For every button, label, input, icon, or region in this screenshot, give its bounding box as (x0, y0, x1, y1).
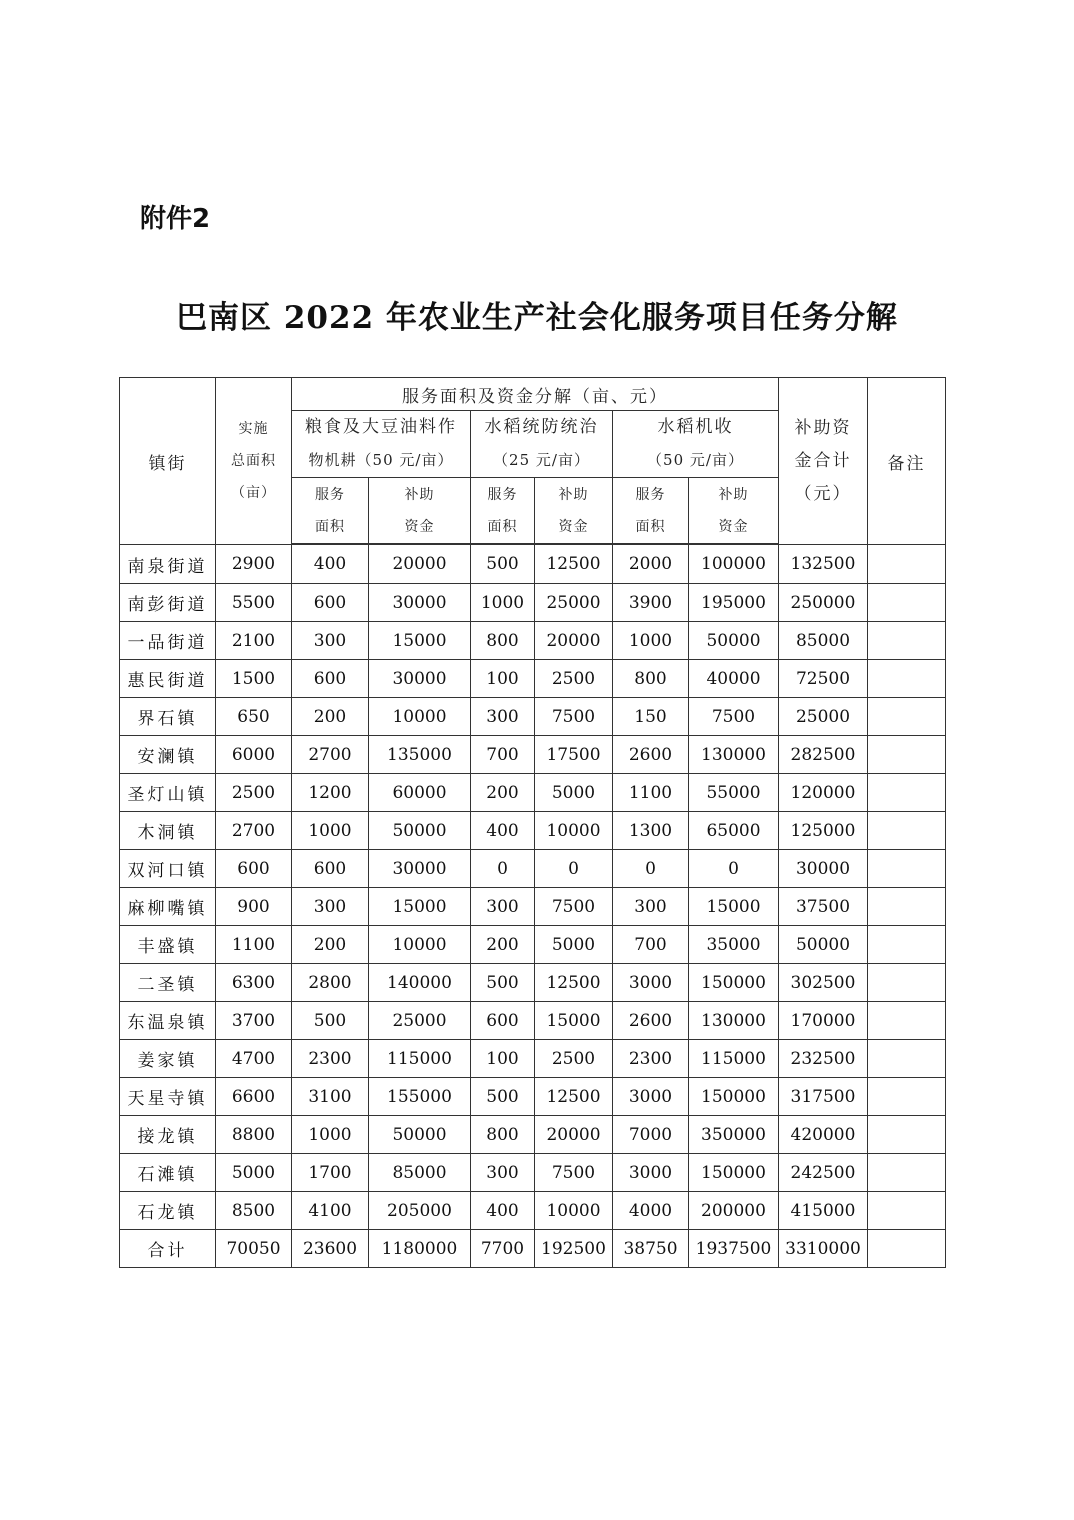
remarks-cell (868, 850, 946, 888)
pest-fund-cell: 2500 (535, 660, 613, 698)
harvest-fund-cell: 65000 (689, 812, 779, 850)
harvest-fund-cell: 115000 (689, 1040, 779, 1078)
harvest-fund-cell: 0 (689, 850, 779, 888)
town-cell: 木洞镇 (120, 812, 216, 850)
subsidy-total-cell: 170000 (779, 1002, 868, 1040)
harvest-area-cell: 800 (613, 660, 689, 698)
header-rice-pest-line: 水稻统防统治 (484, 417, 599, 437)
header-town: 镇街 (120, 378, 216, 545)
total-area-cell: 650 (216, 698, 292, 736)
harvest-area-cell: 3000 (613, 1078, 689, 1116)
grain-fund-cell: 30000 (369, 850, 471, 888)
total-area-cell: 6600 (216, 1078, 292, 1116)
town-cell: 麻柳嘴镇 (120, 888, 216, 926)
table-row (120, 660, 946, 698)
table-row (120, 1192, 946, 1230)
pest-area-cell: 0 (471, 850, 535, 888)
pest-fund-cell: 192500 (535, 1230, 613, 1268)
pest-fund-cell: 7500 (535, 698, 613, 736)
header-rice-harvest-line: 水稻机收 (657, 417, 734, 437)
subsidy-total-cell: 415000 (779, 1192, 868, 1230)
remarks-cell (868, 926, 946, 964)
grain-fund-cell: 205000 (369, 1192, 471, 1230)
pest-area-cell: 100 (471, 660, 535, 698)
total-area-cell: 70050 (216, 1230, 292, 1268)
table-row (120, 545, 946, 584)
remarks-cell (868, 736, 946, 774)
pest-area-cell: 300 (471, 698, 535, 736)
pest-area-cell: 1000 (471, 584, 535, 622)
town-cell: 南彭街道 (120, 584, 216, 622)
subsidy-total-cell: 282500 (779, 736, 868, 774)
remarks-cell (868, 812, 946, 850)
pest-area-cell: 300 (471, 888, 535, 926)
town-cell: 界石镇 (120, 698, 216, 736)
harvest-fund-cell: 40000 (689, 660, 779, 698)
harvest-area-cell: 150 (613, 698, 689, 736)
header-subsidy (369, 478, 471, 544)
town-cell: 圣灯山镇 (120, 774, 216, 812)
subsidy-total-cell: 232500 (779, 1040, 868, 1078)
header-subsidy-line: 补助 (558, 486, 589, 503)
town-cell: 丰盛镇 (120, 926, 216, 964)
pest-fund-cell: 10000 (535, 1192, 613, 1230)
table-row (120, 1078, 946, 1116)
header-subsidy-total-line: 补助资 (794, 417, 852, 438)
pest-fund-cell: 2500 (535, 1040, 613, 1078)
subsidy-total-cell: 30000 (779, 850, 868, 888)
header-subsidy-total-line: 金合计 (794, 450, 852, 471)
harvest-area-cell: 700 (613, 926, 689, 964)
town-cell: 南泉街道 (120, 545, 216, 584)
grain-area-cell: 300 (292, 622, 369, 660)
header-service-area (613, 478, 689, 544)
table-row (120, 1002, 946, 1040)
subsidy-total-cell: 302500 (779, 964, 868, 1002)
harvest-fund-cell: 195000 (689, 584, 779, 622)
remarks-cell (868, 1040, 946, 1078)
header-grain-line: 粮食及大豆油料作 (305, 417, 457, 437)
harvest-area-cell: 2000 (613, 545, 689, 584)
remarks-cell (868, 622, 946, 660)
header-total-area-line: 总面积 (231, 453, 276, 469)
grain-fund-cell: 25000 (369, 1002, 471, 1040)
subsidy-total-cell: 317500 (779, 1078, 868, 1116)
total-area-cell: 8500 (216, 1192, 292, 1230)
harvest-fund-cell: 55000 (689, 774, 779, 812)
remarks-cell (868, 774, 946, 812)
grain-area-cell: 1000 (292, 1116, 369, 1154)
attachment-label: 附件2 (140, 204, 211, 234)
remarks-cell (868, 660, 946, 698)
subsidy-total-cell: 420000 (779, 1116, 868, 1154)
header-service-area (471, 478, 535, 544)
grain-area-cell: 400 (292, 545, 369, 584)
pest-fund-cell: 5000 (535, 774, 613, 812)
grain-area-cell: 4100 (292, 1192, 369, 1230)
subsidy-total-cell: 25000 (779, 698, 868, 736)
town-cell: 东温泉镇 (120, 1002, 216, 1040)
harvest-area-cell: 38750 (613, 1230, 689, 1268)
subsidy-total-cell: 242500 (779, 1154, 868, 1192)
harvest-fund-cell: 100000 (689, 545, 779, 584)
total-area-cell: 4700 (216, 1040, 292, 1078)
table-row (120, 812, 946, 850)
grain-fund-cell: 1180000 (369, 1230, 471, 1268)
grain-fund-cell: 115000 (369, 1040, 471, 1078)
harvest-fund-cell: 1937500 (689, 1230, 779, 1268)
table-row (120, 774, 946, 812)
pest-fund-cell: 5000 (535, 926, 613, 964)
table-body (120, 545, 946, 1268)
pest-fund-cell: 20000 (535, 1116, 613, 1154)
header-subsidy-total-line: （元） (794, 483, 852, 504)
total-area-cell: 6000 (216, 736, 292, 774)
harvest-area-cell: 7000 (613, 1116, 689, 1154)
pest-fund-cell: 7500 (535, 1154, 613, 1192)
town-cell: 石龙镇 (120, 1192, 216, 1230)
pest-area-cell: 500 (471, 964, 535, 1002)
pest-area-cell: 300 (471, 1154, 535, 1192)
total-area-cell: 3700 (216, 1002, 292, 1040)
grain-area-cell: 3100 (292, 1078, 369, 1116)
harvest-area-cell: 0 (613, 850, 689, 888)
pest-area-cell: 600 (471, 1002, 535, 1040)
total-row (120, 1230, 946, 1268)
harvest-area-cell: 4000 (613, 1192, 689, 1230)
grain-area-cell: 2300 (292, 1040, 369, 1078)
pest-area-cell: 800 (471, 1116, 535, 1154)
town-cell: 接龙镇 (120, 1116, 216, 1154)
header-service-area (292, 478, 369, 544)
total-area-cell: 8800 (216, 1116, 292, 1154)
remarks-cell (868, 1002, 946, 1040)
subsidy-total-cell: 3310000 (779, 1230, 868, 1268)
header-rice-pest-line: （25 元/亩） (493, 451, 590, 469)
remarks-cell (868, 888, 946, 926)
grain-area-cell: 1200 (292, 774, 369, 812)
total-area-cell: 2500 (216, 774, 292, 812)
harvest-area-cell: 2300 (613, 1040, 689, 1078)
town-cell: 安澜镇 (120, 736, 216, 774)
grain-area-cell: 1700 (292, 1154, 369, 1192)
grain-fund-cell: 135000 (369, 736, 471, 774)
harvest-fund-cell: 130000 (689, 1002, 779, 1040)
total-area-cell: 600 (216, 850, 292, 888)
table-row (120, 888, 946, 926)
grain-area-cell: 23600 (292, 1230, 369, 1268)
task-breakdown-table (119, 377, 946, 1268)
table-row (120, 584, 946, 622)
pest-fund-cell: 12500 (535, 545, 613, 584)
town-cell: 姜家镇 (120, 1040, 216, 1078)
pest-fund-cell: 0 (535, 850, 613, 888)
town-cell: 二圣镇 (120, 964, 216, 1002)
harvest-area-cell: 1300 (613, 812, 689, 850)
grain-area-cell: 300 (292, 888, 369, 926)
pest-area-cell: 400 (471, 1192, 535, 1230)
table-row (120, 926, 946, 964)
harvest-fund-cell: 150000 (689, 964, 779, 1002)
pest-fund-cell: 7500 (535, 888, 613, 926)
table-row (120, 698, 946, 736)
pest-fund-cell: 12500 (535, 964, 613, 1002)
total-area-cell: 2700 (216, 812, 292, 850)
pest-area-cell: 500 (471, 1078, 535, 1116)
harvest-fund-cell: 7500 (689, 698, 779, 736)
harvest-fund-cell: 50000 (689, 622, 779, 660)
table-row (120, 736, 946, 774)
table-row (120, 622, 946, 660)
subsidy-total-cell: 120000 (779, 774, 868, 812)
harvest-area-cell: 3000 (613, 1154, 689, 1192)
remarks-cell (868, 1116, 946, 1154)
grain-area-cell: 600 (292, 584, 369, 622)
header-subsidy-line: 资金 (404, 518, 435, 535)
pest-area-cell: 700 (471, 736, 535, 774)
header-service-area-line: 服务 (487, 486, 518, 503)
grain-fund-cell: 60000 (369, 774, 471, 812)
header-subsidy-total (779, 378, 868, 545)
header-rice-harvest-line: （50 元/亩） (647, 451, 744, 469)
remarks-cell (868, 698, 946, 736)
grain-area-cell: 600 (292, 660, 369, 698)
table-row (120, 1116, 946, 1154)
harvest-fund-cell: 350000 (689, 1116, 779, 1154)
subsidy-total-cell: 250000 (779, 584, 868, 622)
harvest-area-cell: 300 (613, 888, 689, 926)
subsidy-total-cell: 125000 (779, 812, 868, 850)
town-cell: 一品街道 (120, 622, 216, 660)
header-subsidy (689, 478, 779, 544)
grain-fund-cell: 10000 (369, 926, 471, 964)
header-total-area-line: （亩） (231, 485, 276, 501)
total-area-cell: 5000 (216, 1154, 292, 1192)
grain-area-cell: 500 (292, 1002, 369, 1040)
subsidy-total-cell: 37500 (779, 888, 868, 926)
pest-area-cell: 800 (471, 622, 535, 660)
total-area-cell: 900 (216, 888, 292, 926)
subsidy-total-cell: 85000 (779, 622, 868, 660)
header-rice-harvest (613, 411, 779, 478)
header-subsidy-line: 补助 (404, 486, 435, 503)
grain-fund-cell: 50000 (369, 812, 471, 850)
harvest-fund-cell: 35000 (689, 926, 779, 964)
table-row (120, 850, 946, 888)
header-service-area-line: 面积 (315, 518, 345, 535)
header-subsidy-line: 补助 (718, 486, 749, 503)
remarks-cell (868, 964, 946, 1002)
harvest-area-cell: 2600 (613, 736, 689, 774)
header-service-area-line: 服务 (635, 486, 666, 503)
grain-area-cell: 1000 (292, 812, 369, 850)
total-area-cell: 2100 (216, 622, 292, 660)
header-total-area-line: 实施 (238, 421, 269, 437)
pest-fund-cell: 15000 (535, 1002, 613, 1040)
grain-fund-cell: 15000 (369, 888, 471, 926)
harvest-fund-cell: 15000 (689, 888, 779, 926)
harvest-area-cell: 3000 (613, 964, 689, 1002)
pest-fund-cell: 20000 (535, 622, 613, 660)
grain-fund-cell: 30000 (369, 660, 471, 698)
grain-area-cell: 200 (292, 926, 369, 964)
town-cell: 石滩镇 (120, 1154, 216, 1192)
harvest-area-cell: 3900 (613, 584, 689, 622)
table-row (120, 1154, 946, 1192)
table-row (120, 1040, 946, 1078)
town-cell: 惠民街道 (120, 660, 216, 698)
header-grain-line: 物机耕（50 元/亩） (308, 451, 454, 469)
header-service-area-line: 面积 (487, 518, 518, 535)
table-row (120, 964, 946, 1002)
pest-area-cell: 500 (471, 545, 535, 584)
header-total-area (216, 378, 292, 545)
harvest-fund-cell: 200000 (689, 1192, 779, 1230)
pest-fund-cell: 17500 (535, 736, 613, 774)
header-service-area-line: 面积 (635, 518, 666, 535)
remarks-cell (868, 545, 946, 584)
header-grain-tillage (292, 411, 471, 478)
grain-fund-cell: 155000 (369, 1078, 471, 1116)
grain-fund-cell: 10000 (369, 698, 471, 736)
harvest-fund-cell: 150000 (689, 1078, 779, 1116)
header-subsidy (535, 478, 613, 544)
subsidy-total-cell: 72500 (779, 660, 868, 698)
remarks-cell (868, 1154, 946, 1192)
header-rice-pest-control (471, 411, 613, 478)
remarks-cell (868, 1230, 946, 1268)
document-title: 巴南区 2022 年农业生产社会化服务项目任务分解 (176, 300, 898, 336)
subsidy-total-cell: 132500 (779, 545, 868, 584)
town-cell: 双河口镇 (120, 850, 216, 888)
total-area-cell: 1500 (216, 660, 292, 698)
subsidy-total-cell: 50000 (779, 926, 868, 964)
grain-fund-cell: 140000 (369, 964, 471, 1002)
grain-fund-cell: 20000 (369, 545, 471, 584)
header-service-area-line: 服务 (315, 486, 345, 503)
grain-area-cell: 200 (292, 698, 369, 736)
pest-area-cell: 200 (471, 926, 535, 964)
grain-fund-cell: 85000 (369, 1154, 471, 1192)
pest-area-cell: 400 (471, 812, 535, 850)
pest-area-cell: 7700 (471, 1230, 535, 1268)
remarks-cell (868, 1078, 946, 1116)
harvest-area-cell: 1100 (613, 774, 689, 812)
pest-fund-cell: 10000 (535, 812, 613, 850)
harvest-area-cell: 2600 (613, 1002, 689, 1040)
pest-fund-cell: 12500 (535, 1078, 613, 1116)
harvest-area-cell: 1000 (613, 622, 689, 660)
harvest-fund-cell: 130000 (689, 736, 779, 774)
pest-area-cell: 200 (471, 774, 535, 812)
header-service-group: 服务面积及资金分解（亩、元） (292, 378, 779, 411)
pest-fund-cell: 25000 (535, 584, 613, 622)
remarks-cell (868, 584, 946, 622)
grain-fund-cell: 50000 (369, 1116, 471, 1154)
total-area-cell: 1100 (216, 926, 292, 964)
grain-fund-cell: 30000 (369, 584, 471, 622)
grain-area-cell: 2800 (292, 964, 369, 1002)
grain-area-cell: 600 (292, 850, 369, 888)
remarks-cell (868, 1192, 946, 1230)
town-cell: 天星寺镇 (120, 1078, 216, 1116)
total-area-cell: 6300 (216, 964, 292, 1002)
harvest-fund-cell: 150000 (689, 1154, 779, 1192)
total-area-cell: 2900 (216, 545, 292, 584)
total-area-cell: 5500 (216, 584, 292, 622)
grain-fund-cell: 15000 (369, 622, 471, 660)
pest-area-cell: 100 (471, 1040, 535, 1078)
grain-area-cell: 2700 (292, 736, 369, 774)
header-remarks: 备注 (868, 378, 946, 545)
header-subsidy-line: 资金 (718, 518, 749, 535)
town-cell: 合计 (120, 1230, 216, 1268)
header-subsidy-line: 资金 (558, 518, 589, 535)
